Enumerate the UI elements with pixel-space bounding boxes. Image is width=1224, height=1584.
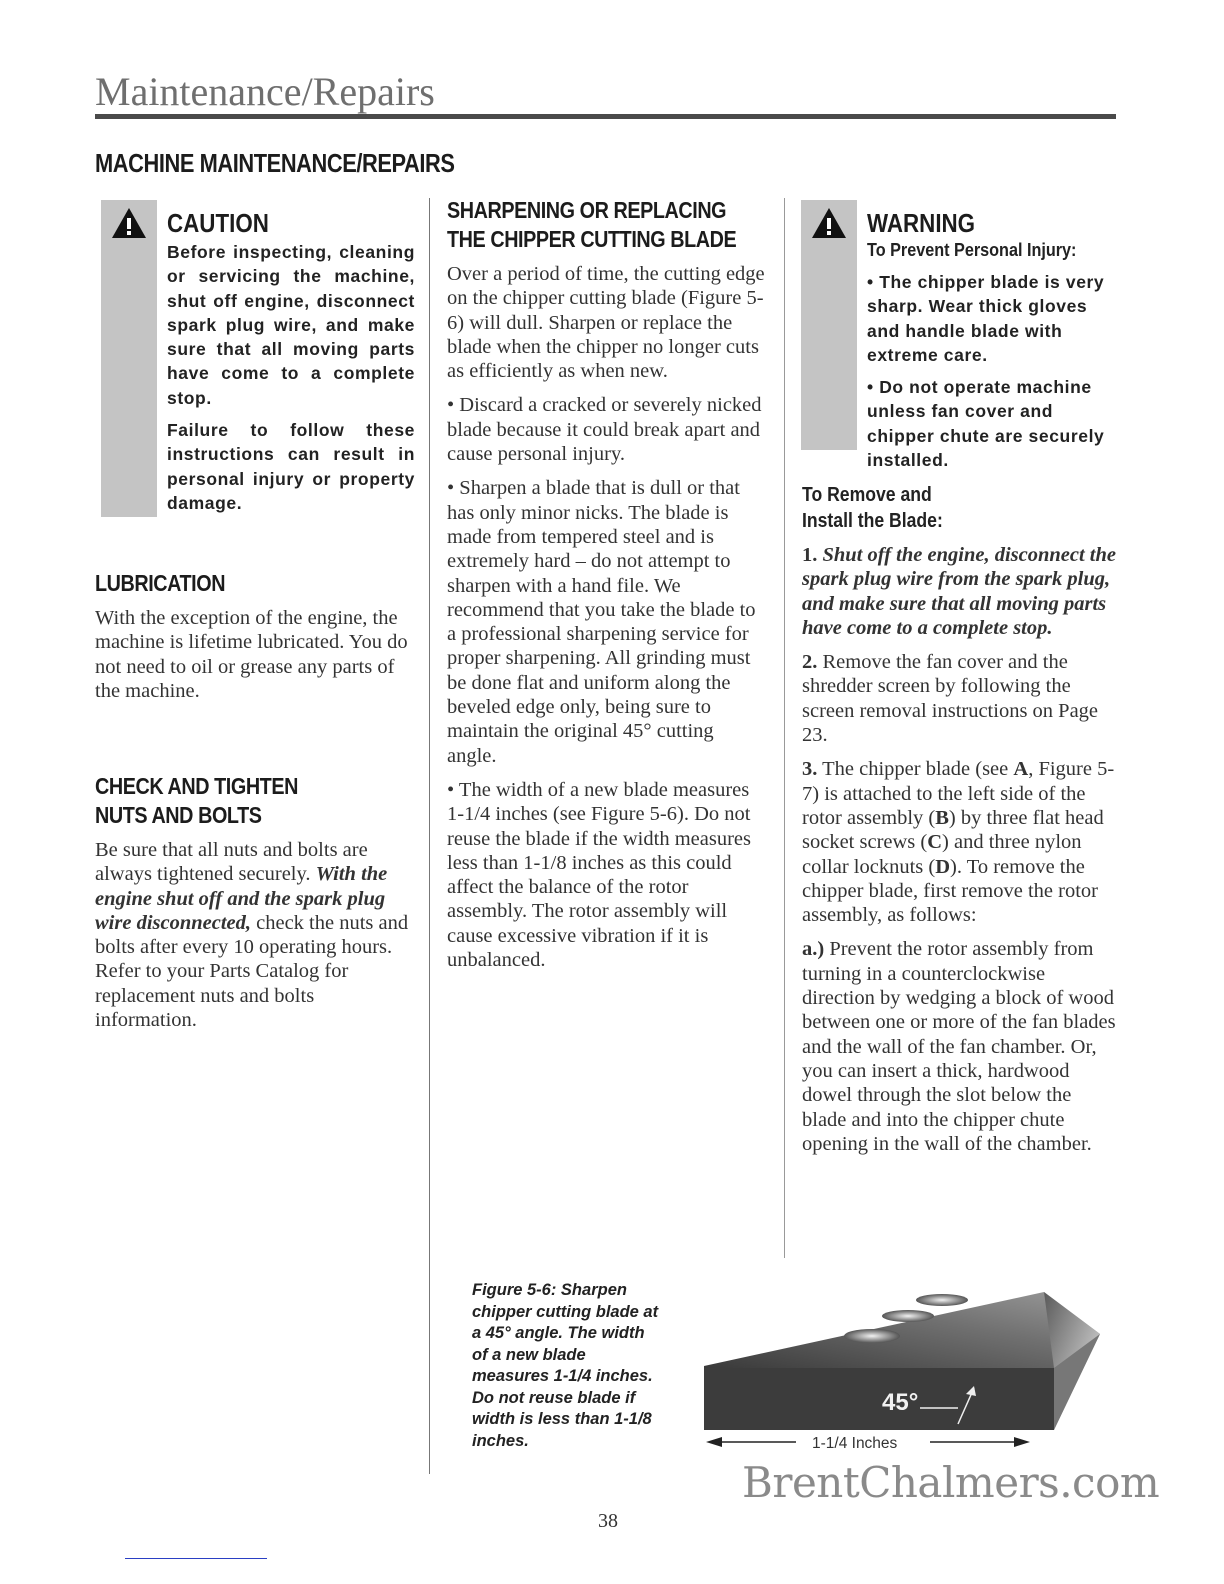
angle-label: 45° [882,1389,919,1416]
blade-hole-2 [882,1310,934,1322]
remove-steps [802,543,1120,1166]
lubrication-title: LUBRICATION [95,570,226,596]
step-3-text-b: , Figure 5-7) is attached to the left side of the rotor assembly ( [802,758,1115,829]
column-divider-2 [784,198,785,1258]
caution-bar [101,200,157,517]
blade-illustration [700,1284,1110,1454]
sharpen-title [447,196,736,254]
header-rule [95,114,1116,119]
warning-title: WARNING [867,208,976,238]
main-heading: MACHINE MAINTENANCE/REPAIRS [95,148,455,178]
sharpen-title-line-1: SHARPENING OR REPLACING [447,197,727,223]
check-text-emphasis: With the engine shut off and the spark plug wire disconnected, [95,863,388,934]
step-a [802,937,1120,1156]
check-title-line-1: CHECK AND TIGHTEN [95,773,298,799]
step-3-label-c: C [927,831,943,854]
sharpen-paragraph-1: Over a period of time, the cutting edge on the chipper cutting blade (Figure 5-6) will dull. Sharpen or replace the blade when the chipper no longer cuts as efficiently as when new. [447,263,765,383]
sharpen-paragraph-4: • The width of a new blade measures 1-1/4 inches (see Figure 5-6). Do not reuse the blade if the width measures less than 1-1/8 inches as this could affect the balance of the rotor assembly. The rotor assembly will cause excessive vibration if it is unbalanced. [447,778,751,972]
column-divider-1 [429,198,430,1474]
check-text-a: Be sure that all nuts and bolts are always tightened securely. [95,839,368,886]
caution-paragraph-2: Failure to follow these instructions can result in personal injury or property damage. [167,420,415,513]
warning-paragraph-1: • The chipper blade is very sharp. Wear thick gloves and handle blade with extreme care. [867,272,1105,365]
check-text [95,838,413,1032]
blade-top-face [704,1292,1100,1368]
step-a-text: Prevent the rotor assembly from turning in a counterclockwise direction by wedging a block of wood between one or more of the fan blades and the wall of the fan chamber. Or, you can insert a thick, hardwood dowel through the slot below the blade and into the chipper chute opening in the wall of the chamber. [802,938,1116,1155]
step-2 [802,650,1120,747]
caution-title: CAUTION [167,208,269,238]
step-3-label-b: B [935,806,949,829]
step-1-number: 1. [802,544,818,566]
sharpen-title-line-2: THE CHIPPER CUTTING BLADE [447,226,737,252]
width-arrow-right-head [1014,1437,1030,1447]
page-number: 38 [598,1510,618,1532]
step-3-text-c: ) by three flat head socket screws ( [802,806,1104,854]
watermark: BrentChalmers.com [742,1458,1160,1507]
sharpen-paragraph-2: • Discard a cracked or severely nicked blade because it could break apart and cause personal injury. [447,394,762,466]
lubrication-text: With the exception of the engine, the machine is lifetime lubricated. You do not need to oil or grease any parts of the machine. [95,607,408,702]
warning-triangle-icon [810,206,848,240]
remove-title-line-1: To Remove and [802,484,932,506]
step-1 [802,543,1120,640]
caution-text [167,240,415,523]
step-3-text-d: ) and three nylon collar locknuts ( [802,831,1082,878]
caution-paragraph-1: Before inspecting, cleaning or servicing the machine, shut off engine, disconnect spark plug wire, and make sure that all moving parts have come to a complete stop. [167,242,415,408]
step-3-text-a: The chipper blade (see [817,758,1014,781]
step-3-text-e: ). To remove the chipper blade, first remove the rotor assembly, as follows: [802,855,1098,927]
blade-hole-1 [916,1294,968,1306]
warning-subtitle: To Prevent Personal Injury: [867,240,1077,260]
step-3-label-a: A [1013,758,1029,781]
blade-hole-3 [844,1329,900,1343]
check-text-b: check the nuts and bolts after every 10 operating hours. Refer to your Parts Catalog for replacement nuts and bolts information. [95,911,409,1032]
sharpen-paragraph-3: • Sharpen a blade that is dull or that has only minor nicks. The blade is made from tempered steel and is extremely hard – do not attempt to sharpen with a hand file. We recommend that you take the blade to a professional sharpening service for proper sharpening. All grinding must be done flat and uniform along the beveled edge only, being sure to maintain the original 45° cutting angle. [447,477,756,767]
warning-triangle-icon [110,206,148,240]
step-3-label-d: D [935,855,951,878]
page-header-title: Maintenance/Repairs [95,69,435,114]
width-arrow-left-head [706,1437,722,1447]
check-title-line-2: NUTS AND BOLTS [95,802,262,828]
width-label: 1-1/4 Inches [812,1435,898,1452]
step-3-number: 3. [802,758,818,781]
link-underline [125,1558,267,1559]
step-a-number: a.) [802,938,825,961]
step-3 [802,757,1120,927]
figure-caption: Figure 5-6: Sharpen chipper cutting blade at a 45° angle. The width of a new blade measures 1-1/4 inches. Do not reuse blade if width is less than 1-1/8 inches. [472,1281,659,1450]
check-title [95,772,298,830]
sharpen-body [447,262,765,982]
blade-front-face [704,1368,1054,1430]
warning-paragraph-2: • Do not operate machine unless fan cover and chipper chute are securely installed. [867,377,1105,471]
step-1-text: Shut off the engine, disconnect the spark plug wire from the spark plug, and make sure that all moving parts have come to a complete stop. [802,544,1116,639]
remove-title [802,482,943,534]
remove-title-line-2: Install the Blade: [802,510,943,532]
step-2-text: Remove the fan cover and the shredder screen by following the screen removal instructions on Page 23. [802,651,1099,747]
warning-text [867,270,1115,480]
step-2-number: 2. [802,651,818,674]
